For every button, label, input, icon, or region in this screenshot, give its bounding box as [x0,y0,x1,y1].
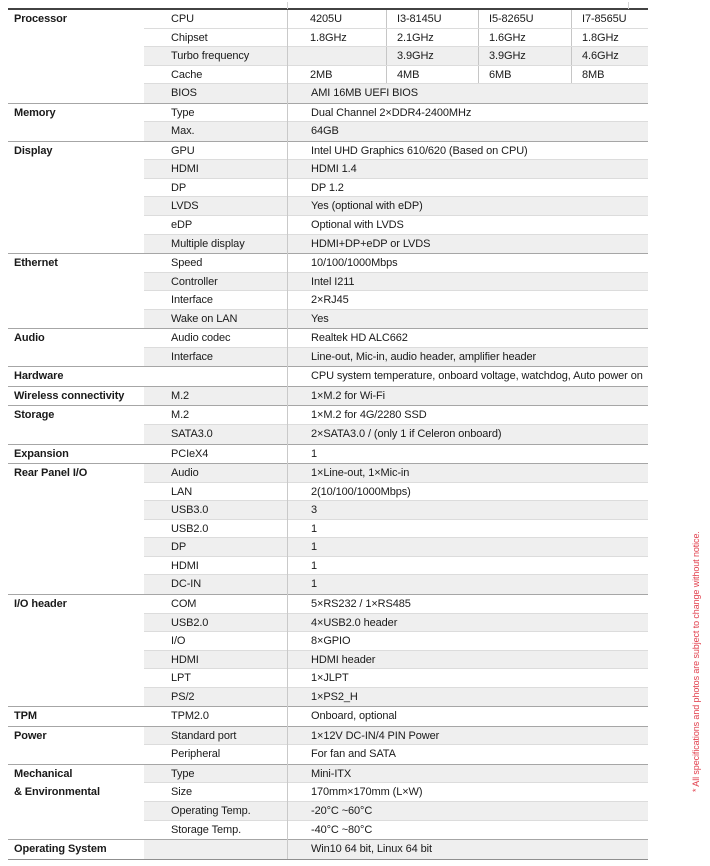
table-row [8,821,648,840]
row-value: Mini-ITX [311,767,352,780]
cpu-column-value: 4205U [310,13,342,25]
row-label: Type [171,767,195,780]
table-row [8,329,648,348]
category-label: Wireless connectivity [8,387,144,406]
row-cells [144,235,648,254]
row-label: M.2 [171,409,190,422]
category-label [8,821,144,840]
row-value: Intel UHD Graphics 610/620 (Based on CPU) [311,144,528,157]
table-row [8,557,648,576]
section-processor [8,10,648,103]
row-value: Win10 64 bit, Linux 64 bit [311,843,432,856]
row-label: PCIeX4 [171,447,209,460]
row-cells [144,557,648,576]
table-row [8,47,648,66]
row-label: HDMI [171,163,199,176]
row-cells [144,445,648,464]
row-cells [144,122,648,141]
row-cells [144,632,648,651]
row-cells [144,29,648,48]
category-label [8,520,144,539]
row-cells [144,406,648,425]
row-cells [144,688,648,707]
table-row [8,464,648,483]
category-label: Processor [8,10,144,29]
row-value: 1 [311,447,318,460]
row-label: Wake on LAN [171,312,238,325]
row-cells [144,595,648,614]
row-value: For fan and SATA [311,748,396,761]
table-row [8,745,648,764]
row-value: Onboard, optional [311,710,397,723]
row-cells [144,821,648,840]
row-label: LPT [171,672,191,685]
category-label: Operating System [8,840,144,859]
row-value: Realtek HD ALC662 [311,332,408,345]
table-row [8,10,648,29]
category-label: Memory [8,104,144,123]
row-label: Speed [171,257,203,270]
row-label: Storage Temp. [171,823,242,836]
row-value: 1×JLPT [311,672,349,685]
row-label: Max. [171,125,195,138]
row-label: LVDS [171,200,199,213]
row-label: Chipset [171,31,208,44]
category-label: Storage [8,406,144,425]
cpu-column-value: 1.8GHz [310,31,347,44]
row-cells [144,538,648,557]
cpu-column-value: 4.6GHz [571,47,648,65]
table-row [8,688,648,707]
category-label [8,538,144,557]
row-value: 64GB [311,125,339,138]
row-label: Turbo frequency [171,50,250,63]
cpu-column-value [293,47,392,65]
section-audio [8,328,648,366]
row-label: SATA3.0 [171,428,213,441]
cpu-column-value: 3.9GHz [386,47,478,65]
row-cells [144,707,648,726]
row-label: Multiple display [171,237,245,250]
value-column-divider [287,10,288,859]
category-label: Audio [8,329,144,348]
row-value: 10/100/1000Mbps [311,257,398,270]
cpu-column-value: I5-8265U [478,10,571,28]
row-label: Peripheral [171,748,221,761]
row-value: 1 [311,578,318,591]
row-label: Interface [171,350,213,363]
row-label: Audio [171,467,199,480]
category-label [8,802,144,821]
row-cells [144,66,648,85]
row-label: Type [171,106,195,119]
table-row [8,291,648,310]
row-value: HDMI+DP+eDP or LVDS [311,237,431,250]
row-value: Line-out, Mic-in, audio header, amplifier header [311,350,537,363]
row-label: DC-IN [171,578,202,591]
category-label: & Environmental [8,783,144,802]
row-label: COM [171,597,197,610]
row-value: AMI 16MB UEFI BIOS [311,87,419,100]
category-label [8,291,144,310]
cropped-grid-line [628,2,629,9]
row-cells [144,802,648,821]
category-label [8,122,144,141]
cropped-grid-line [287,2,288,9]
section-expansion [8,444,648,464]
row-cells [144,216,648,235]
table-row [8,104,648,123]
category-label [8,29,144,48]
table-row [8,254,648,273]
table-row [8,310,648,329]
row-cells [144,10,648,29]
row-label: DP [171,541,187,554]
table-row [8,595,648,614]
table-row [8,387,648,406]
row-cells [144,348,648,367]
table-row [8,197,648,216]
table-row [8,765,648,784]
table-row [8,575,648,594]
category-label: Ethernet [8,254,144,273]
row-value: 3 [311,504,318,517]
table-row [8,538,648,557]
category-label [8,47,144,66]
category-label [8,745,144,764]
row-cells [144,501,648,520]
row-label: HDMI [171,559,199,572]
table-row [8,160,648,179]
table-row [8,669,648,688]
table-row [8,520,648,539]
row-value: 1×M.2 for 4G/2280 SSD [311,409,427,422]
row-value: 2(10/100/1000Mbps) [311,485,411,498]
table-row [8,142,648,161]
row-label: TPM2.0 [171,710,209,723]
row-value: 1 [311,559,318,572]
row-label: BIOS [171,87,197,100]
category-label [8,483,144,502]
row-value: Optional with LVDS [311,219,404,232]
category-label [8,84,144,103]
row-label: GPU [171,144,195,157]
section-ethernet [8,253,648,328]
row-value: 4×USB2.0 header [311,616,398,629]
row-cells [144,142,648,161]
row-cells [144,329,648,348]
category-label [8,669,144,688]
table-row [8,727,648,746]
row-value: -40°C ~80°C [311,823,373,836]
row-value: 8×GPIO [311,635,351,648]
row-label: Interface [171,294,213,307]
row-cells [144,179,648,198]
category-label [8,66,144,85]
category-label [8,501,144,520]
category-label [8,179,144,198]
table-row [8,614,648,633]
row-cells [144,464,648,483]
table-row [8,216,648,235]
row-label: Audio codec [171,332,231,345]
cpu-column-value: I7-8565U [571,10,648,28]
row-cells [144,310,648,329]
table-row [8,122,648,141]
row-label: Operating Temp. [171,804,251,817]
row-cells [144,387,648,406]
row-cells [144,273,648,292]
row-cells [144,104,648,123]
row-cells [144,745,648,764]
row-label: USB3.0 [171,504,209,517]
table-row [8,179,648,198]
row-value: 1×M.2 for Wi-Fi [311,389,385,402]
category-label [8,273,144,292]
category-label [8,197,144,216]
cpu-column-value: 1.8GHz [571,29,648,47]
cpu-column-value: 8MB [571,66,648,84]
row-cells [144,651,648,670]
section-tpm [8,706,648,726]
category-label: Expansion [8,445,144,464]
section-i-o-header [8,594,648,706]
section-storage [8,405,648,443]
row-cells [144,483,648,502]
row-label: eDP [171,219,193,232]
section-memory [8,103,648,141]
table-row [8,84,648,103]
table-row [8,840,648,859]
table-row [8,802,648,821]
row-cells [144,254,648,273]
table-row [8,29,648,48]
section-display [8,141,648,253]
category-label: Mechanical [8,765,144,784]
row-cells [144,425,648,444]
row-value: Yes [311,312,329,325]
section-hardware [8,366,648,386]
category-label [8,160,144,179]
row-cells [144,520,648,539]
spec-table-body [8,10,648,859]
category-label [8,651,144,670]
table-row [8,501,648,520]
row-cells [144,783,648,802]
row-value: -20°C ~60°C [311,804,373,817]
category-label: Hardware [8,367,144,386]
table-row [8,632,648,651]
category-label: TPM [8,707,144,726]
category-label [8,348,144,367]
section-wireless-connectivity [8,386,648,406]
table-row [8,235,648,254]
row-cells [144,160,648,179]
spec-table [8,8,648,860]
table-row [8,406,648,425]
row-label: CPU [171,13,194,25]
row-label: USB2.0 [171,522,209,535]
row-value: Dual Channel 2×DDR4-2400MHz [311,106,472,119]
row-label: DP [171,181,187,194]
row-value: 170mm×170mm (L×W) [311,786,423,799]
category-label [8,614,144,633]
category-label: Display [8,142,144,161]
row-value: HDMI 1.4 [311,163,357,176]
category-label [8,310,144,329]
row-label: Cache [171,68,203,81]
cpu-column-value: 3.9GHz [478,47,571,65]
category-label: Rear Panel I/O [8,464,144,483]
category-label [8,632,144,651]
table-row [8,783,648,802]
row-value: 1×PS2_H [311,690,358,703]
category-label [8,235,144,254]
cpu-column-value: 6MB [478,66,571,84]
row-label: Size [171,786,192,799]
row-value: 1 [311,522,318,535]
category-label [8,425,144,444]
row-cells [144,47,648,66]
table-row [8,707,648,726]
category-label: I/O header [8,595,144,614]
row-label: Controller [171,275,218,288]
row-label: HDMI [171,653,199,666]
row-value: HDMI header [311,653,376,666]
row-cells [144,765,648,784]
row-label: I/O [171,635,186,648]
section-rear-panel-i-o [8,463,648,594]
category-label: Power [8,727,144,746]
row-value: 5×RS232 / 1×RS485 [311,597,411,610]
table-row [8,273,648,292]
row-cells [144,669,648,688]
row-value: Intel I211 [311,275,355,288]
section-power [8,726,648,764]
table-row [8,651,648,670]
row-cells [144,727,648,746]
row-cells [144,291,648,310]
row-label: Standard port [171,729,237,742]
table-row [8,367,648,386]
cpu-column-value: 4MB [386,66,478,84]
footnote: * All specifications and photos are subject to change without notice. [691,531,701,792]
row-value: 1 [311,541,318,554]
table-row [8,445,648,464]
row-value: 2×SATA3.0 / (only 1 if Celeron onboard) [311,428,502,441]
row-cells [144,367,648,386]
row-value: Yes (optional with eDP) [311,200,423,213]
table-row [8,483,648,502]
cpu-column-value: 2.1GHz [386,29,478,47]
category-label [8,575,144,594]
cpu-column-value: I3-8145U [386,10,478,28]
category-label [8,216,144,235]
row-cells [144,84,648,103]
row-value: 2×RJ45 [311,294,349,307]
row-cells [144,197,648,216]
cpu-column-value: 2MB [310,68,333,81]
row-cells [144,614,648,633]
row-label: PS/2 [171,690,195,703]
row-label: M.2 [171,389,190,402]
row-cells [144,575,648,594]
category-label [8,688,144,707]
row-value: 1×12V DC-IN/4 PIN Power [311,729,440,742]
section-operating-system [8,839,648,859]
section-mechanical-environmental [8,764,648,839]
row-value: 1×Line-out, 1×Mic-in [311,467,410,480]
row-cells [144,840,648,859]
row-label: LAN [171,485,193,498]
row-value: CPU system temperature, onboard voltage, watchdog, Auto power on [311,370,643,383]
table-row [8,66,648,85]
row-label: USB2.0 [171,616,209,629]
row-value: DP 1.2 [311,181,344,194]
cpu-column-value: 1.6GHz [478,29,571,47]
table-row [8,425,648,444]
table-row [8,348,648,367]
category-label [8,557,144,576]
